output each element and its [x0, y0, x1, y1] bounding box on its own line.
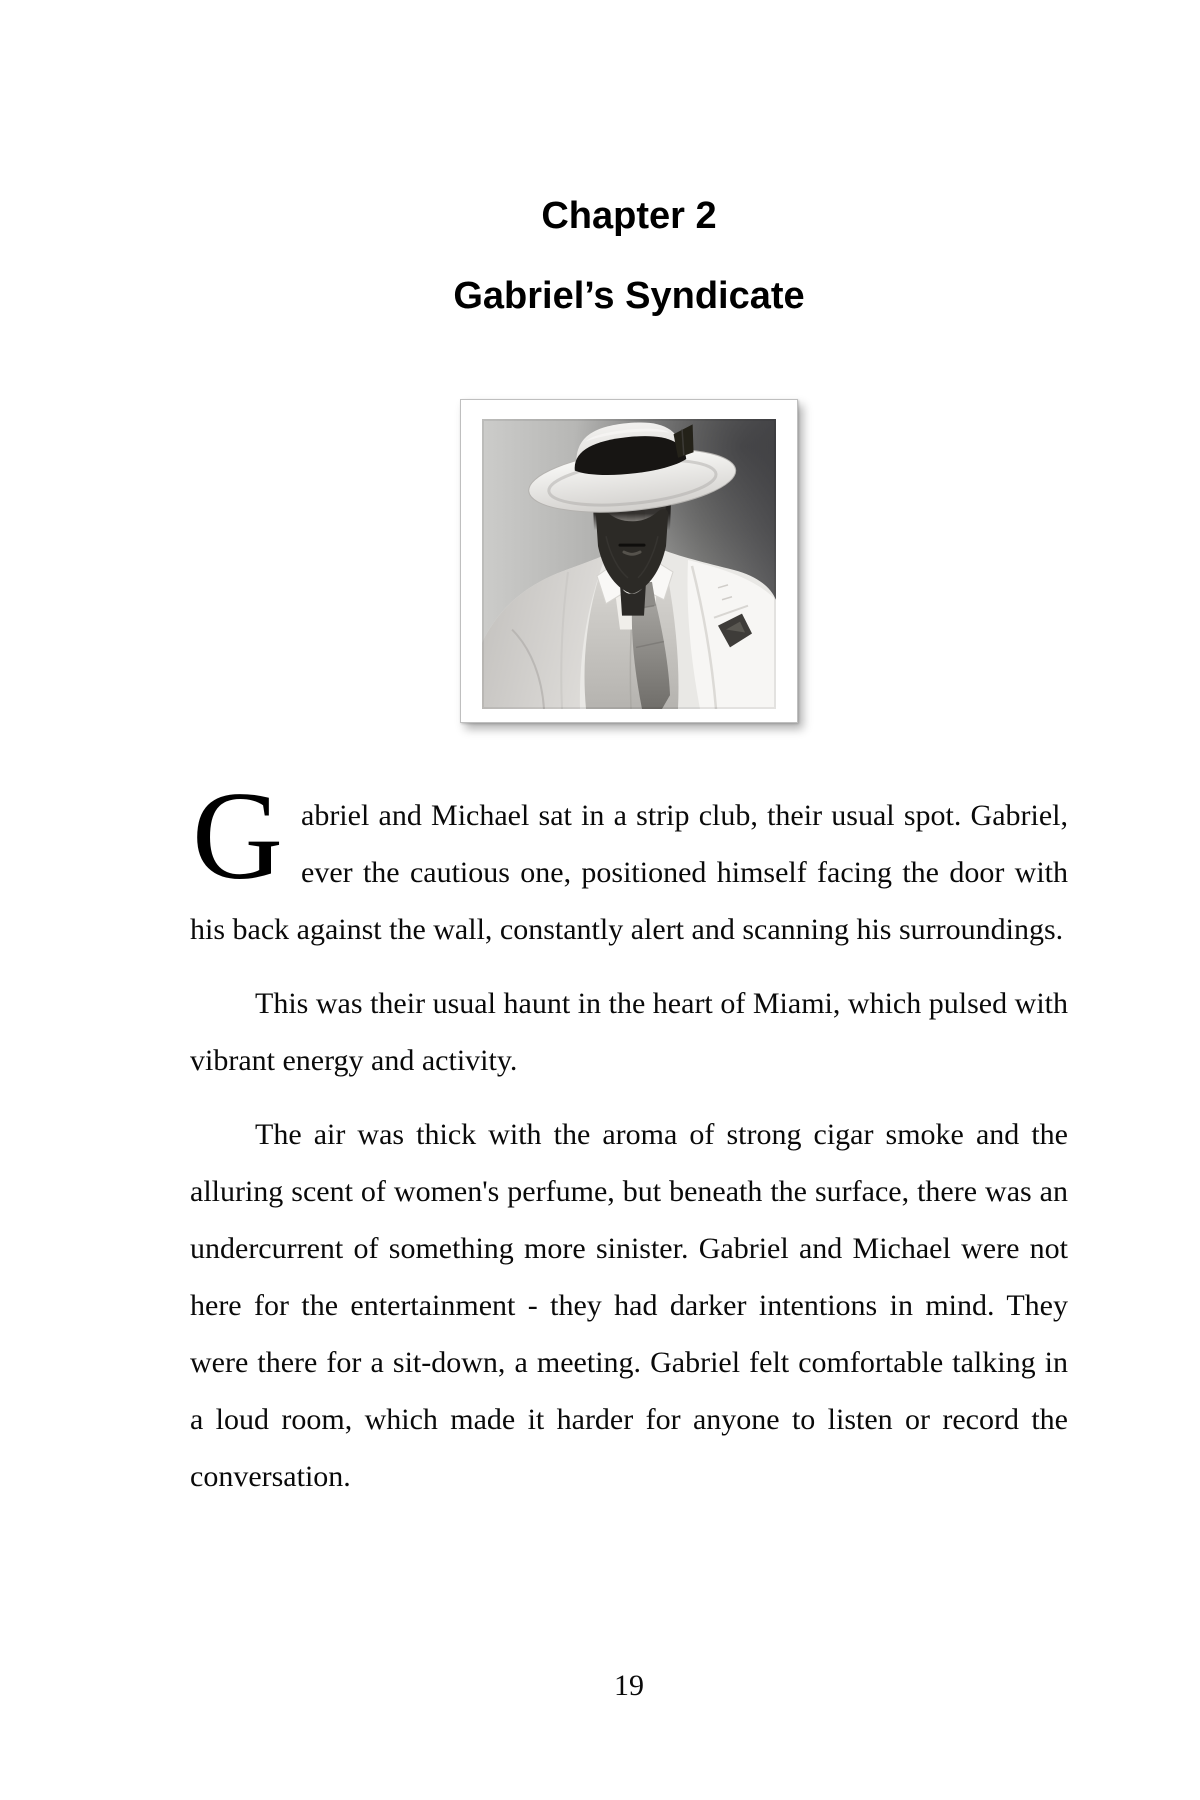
- page-number: 19: [614, 1669, 644, 1702]
- paragraph-3: The air was thick with the aroma of strong cigar smoke and the alluring scent of women's perfume, but beneath the surface, there was an undercurrent of something more sinister. Gabriel and Michael were not here for the entertainment - they had darker intentions in mind. They were there for a sit-down, a meeting. Gabriel felt comfortable talking in a loud room, which made it harder for anyone to listen or record the conversation.: [190, 1118, 1068, 1493]
- gangster-portrait-illustration: [482, 419, 776, 709]
- paragraph-1-text: abriel and Michael sat in a strip club, their usual spot. Gabriel, ever the cautious one, positioned himself facing the door with his back against the wall, constantly alert and scanning his surroundings.: [190, 799, 1068, 946]
- chapter-title: Gabriel’s Syndicate: [453, 275, 805, 317]
- chapter-body-text: [190, 767, 1068, 1522]
- chapter-illustration-frame: [460, 399, 798, 723]
- dropcap-letter: G: [192, 767, 283, 906]
- paragraph-2: This was their usual haunt in the heart of Miami, which pulsed with vibrant energy and activity.: [190, 987, 1068, 1077]
- chapter-heading: Chapter 2: [541, 195, 717, 237]
- paragraph-1: [190, 767, 1068, 958]
